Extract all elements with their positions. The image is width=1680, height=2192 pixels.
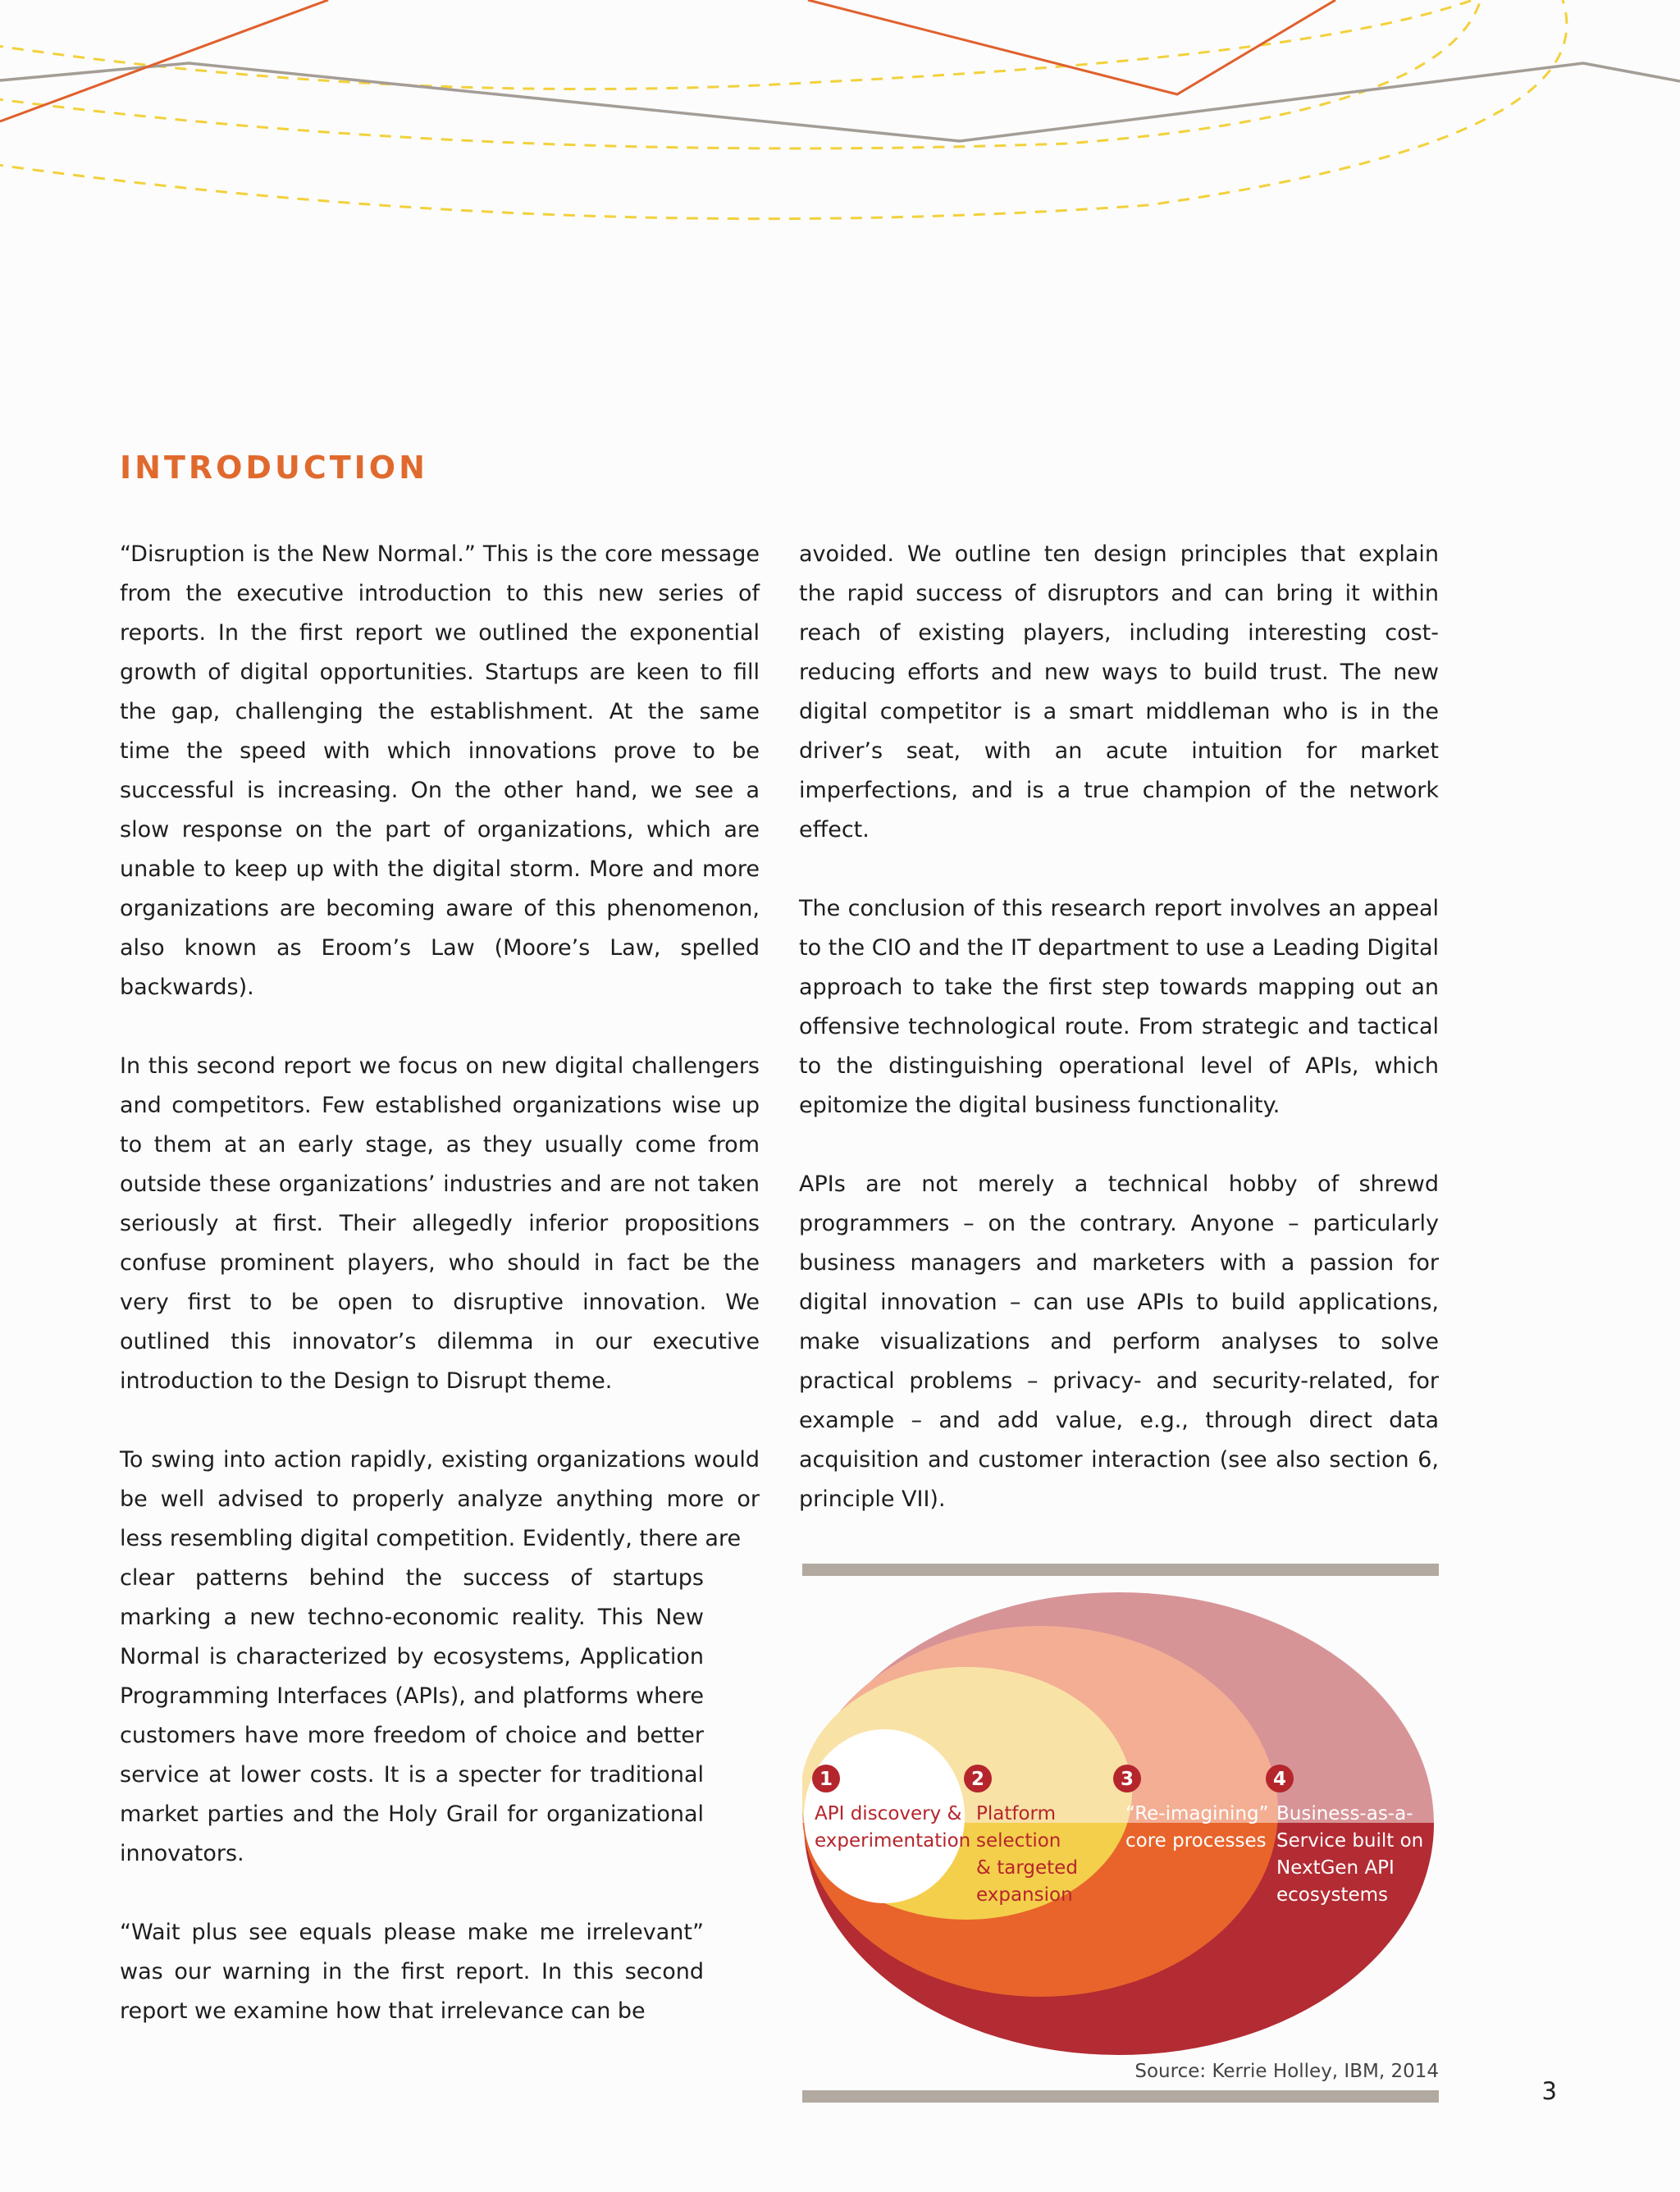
body-paragraph: “Disruption is the New Normal.” This is the core message from the executive introduction to this new series of reports. In the first report we outlined the exponential growth of digital opportunities. Startups are keen to fill the gap, challenging the establishment. At the same time the speed with which innovations prove to be successful is increasing. On the other hand, we see a slow response on the part of organizations, which are unable to keep up with the digital storm. More and more organizations are becoming aware of this phenomenon, also known as Eroom’s Law (Moore’s Law, spelled backwards).: [120, 541, 760, 1000]
svg-text:Business-as-a-: Business-as-a-: [1276, 1803, 1413, 1824]
body-paragraph: In this second report we focus on new digital challengers and competitors. Few established organizations wise up to them at an early stage, as they usually come from outside these organizations’ industries and are not taken seriously at first. Their allegedly inferior propositions confuse prominent players, who should in fact be the very first to be open to disruptive innovation. We outlined this innovator’s dilemma in our executive introduction to the Design to Disrupt theme.: [120, 1053, 760, 1394]
body-paragraph: APIs are not merely a technical hobby of shrewd programmers – on the contrary. Anyone – particularly business managers and marketers with a passion for digital innovation – can use APIs to build applications, make visualizations and perform analyses to solve practical problems – privacy- and security-related, for example – and add value, e.g., through direct data acquisition and customer interaction (see also section 6, principle VII).: [799, 1171, 1439, 1512]
body-paragraph: The conclusion of this research report involves an appeal to the CIO and the IT department to use a Leading Digital approach to take the first step towards mapping out an offensive technological route. From strategic and tactical to the distinguishing operational level of APIs, which epitomize the digital business functionality.: [799, 896, 1439, 1118]
svg-text:expansion: expansion: [976, 1884, 1073, 1906]
svg-text:& targeted: & targeted: [976, 1857, 1078, 1879]
svg-text:1: 1: [819, 1769, 833, 1790]
svg-text:Service built on: Service built on: [1276, 1830, 1424, 1852]
svg-text:experimentation: experimentation: [815, 1830, 971, 1852]
svg-text:4: 4: [1272, 1769, 1287, 1790]
body-paragraph: To swing into action rapidly, existing organizations would be well advised to properly analyze anything more or less resembling digital competition. Evidently, there are: [120, 1447, 760, 1551]
section-heading: INTRODUCTION: [120, 450, 428, 486]
figure-bottom-rule: [802, 2090, 1439, 2103]
api-maturity-diagram: [802, 1583, 1439, 2059]
body-paragraph: avoided. We outline ten design principles that explain the rapid success of disruptors and can bring it within reach of existing players, including interesting cost-reducing efforts and new ways to build trust. The new digital competitor is a smart middleman who is in the driver’s seat, with an acute intuition for market imperfections, and is a true champion of the network effect.: [799, 541, 1439, 843]
figure-source-caption: Source: Kerrie Holley, IBM, 2014: [1134, 2061, 1439, 2082]
svg-text:“Re-imagining”: “Re-imagining”: [1125, 1803, 1269, 1824]
figure-top-rule: [802, 1564, 1439, 1576]
svg-text:2: 2: [970, 1769, 985, 1790]
stage-3-marker: [1113, 1765, 1141, 1792]
svg-text:core processes: core processes: [1125, 1830, 1267, 1852]
svg-text:selection: selection: [976, 1830, 1061, 1852]
svg-text:API discovery &: API discovery &: [815, 1803, 962, 1824]
stage-1-marker: [812, 1765, 840, 1792]
left-text-column: [120, 535, 760, 2071]
page-number: 3: [1541, 2077, 1557, 2105]
stage-4-marker: [1266, 1765, 1294, 1792]
decorative-header-lines: [0, 0, 1680, 246]
svg-text:Platform: Platform: [976, 1803, 1056, 1824]
svg-text:3: 3: [1120, 1769, 1134, 1790]
right-text-column: [799, 535, 1439, 1559]
svg-text:NextGen API: NextGen API: [1276, 1857, 1395, 1879]
body-paragraph: “Wait plus see equals please make me irrelevant” was our warning in the first report. In this second report we examine how that irrelevance can be: [120, 1920, 704, 2024]
svg-text:ecosystems: ecosystems: [1276, 1884, 1389, 1906]
body-paragraph: clear patterns behind the success of startups marking a new techno-economic reality. This New Normal is characterized by ecosystems, Application Programming Interfaces (APIs), and platforms where customers have more freedom of choice and better service at lower costs. It is a specter for traditional market parties and the Holy Grail for organizational innovators.: [120, 1565, 704, 1866]
stage-2-marker: [964, 1765, 992, 1792]
